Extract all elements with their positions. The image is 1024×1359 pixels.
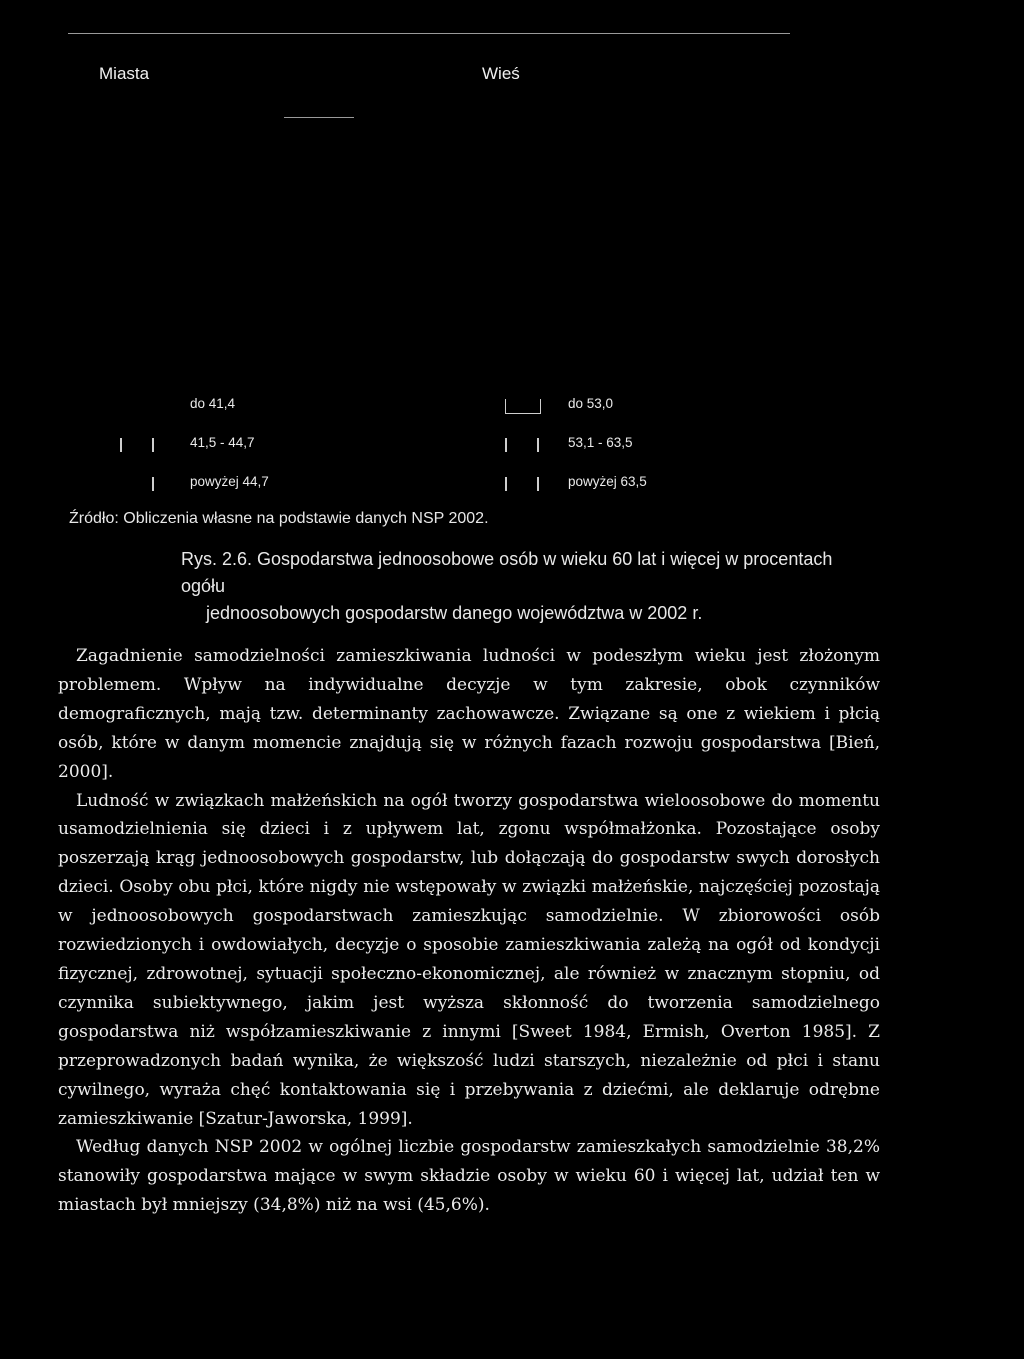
- figure-caption: [181, 546, 841, 627]
- legend-label: 41,5 - 44,7: [190, 435, 255, 450]
- top-rule: [68, 33, 790, 34]
- legend-swatch-empty: [505, 399, 541, 414]
- legend-label: 53,1 - 63,5: [568, 435, 633, 450]
- paragraph: Zagadnienie samodzielności zamieszkiwania ludności w podeszłym wieku jest złożonym problemem. Wpływ na indywidualne decyzje w tym zakresie, obok czynników demograficznych, mają tzw. determinanty zachowawcze. Związane są one z wiekiem i płcią osób, które w danym momencie znajdują się w różnych fazach rozwoju gospodarstwa [Bień, 2000].: [58, 646, 880, 782]
- figure-caption-line-2: jednoosobowych gospodarstw danego województwa w 2002 r.: [206, 603, 703, 623]
- paragraph: Według danych NSP 2002 w ogólnej liczbie gospodarstw zamieszkałych samodzielnie 38,2% stanowiły gospodarstwa mające w swym składzie osoby w wieku 60 i więcej lat, udział ten w miastach był mniejszy (34,8%) niż na wsi (45,6%).: [58, 1137, 880, 1216]
- legend-label: powyżej 44,7: [190, 474, 269, 489]
- legend-swatch-bars: [505, 438, 539, 452]
- legend-label: do 53,0: [568, 396, 614, 411]
- map-fragment-line: [284, 117, 354, 118]
- legend-swatch-bars: [120, 438, 154, 452]
- map-label-wies: Wieś: [482, 64, 520, 83]
- figure-caption-line-1: Rys. 2.6. Gospodarstwa jednoosobowe osób w wieku 60 lat i więcej w procentach ogółu: [181, 549, 833, 596]
- legend-swatch-bar-right: [120, 477, 154, 491]
- legend-swatch-bars: [505, 477, 539, 491]
- legend-label: do 41,4: [190, 396, 236, 411]
- body-text: [58, 642, 880, 1220]
- map-label-miasta: Miasta: [99, 64, 150, 83]
- paragraph: Ludność w związkach małżeńskich na ogół tworzy gospodarstwa wieloosobowe do momentu usamodzielnienia się dzieci i z upływem lat, zgonu współmałżonka. Pozostające osoby poszerzają krąg jednoosobowych gospodarstw, lub dołączają do gospodarstw swych dorosłych dzieci. Osoby obu płci, które nigdy nie wstępowały w związki małżeńskie, najczęściej pozostają w jednoosobowych gospodarstwach zamieszkując samodzielnie. W zbiorowości osób rozwiedzionych i owdowiałych, decyzje o sposobie zamieszkiwania zależą na ogół od kondycji fizycznej, zdrowotnej, sytuacji społeczno-ekonomicznej, ale również w znacznym stopniu, od czynnika subiektywnego, jakim jest wyższa skłonność do tworzenia samodzielnego gospodarstwa niż współzamieszkiwanie z innymi [Sweet 1984, Ermish, Overton 1985]. Z przeprowadzonych badań wynika, że większość ludzi starszych, niezależnie od płci i stanu cywilnego, wyraża chęć kontaktowania się i przebywania z dziećmi, ale deklaruje odrębne zamieszkiwanie [Szatur-Jaworska, 1999].: [58, 790, 880, 1129]
- figure-source: Źródło: Obliczenia własne na podstawie danych NSP 2002.: [69, 510, 489, 527]
- legend-swatch-empty: [120, 399, 154, 413]
- legend-label: powyżej 63,5: [568, 474, 647, 489]
